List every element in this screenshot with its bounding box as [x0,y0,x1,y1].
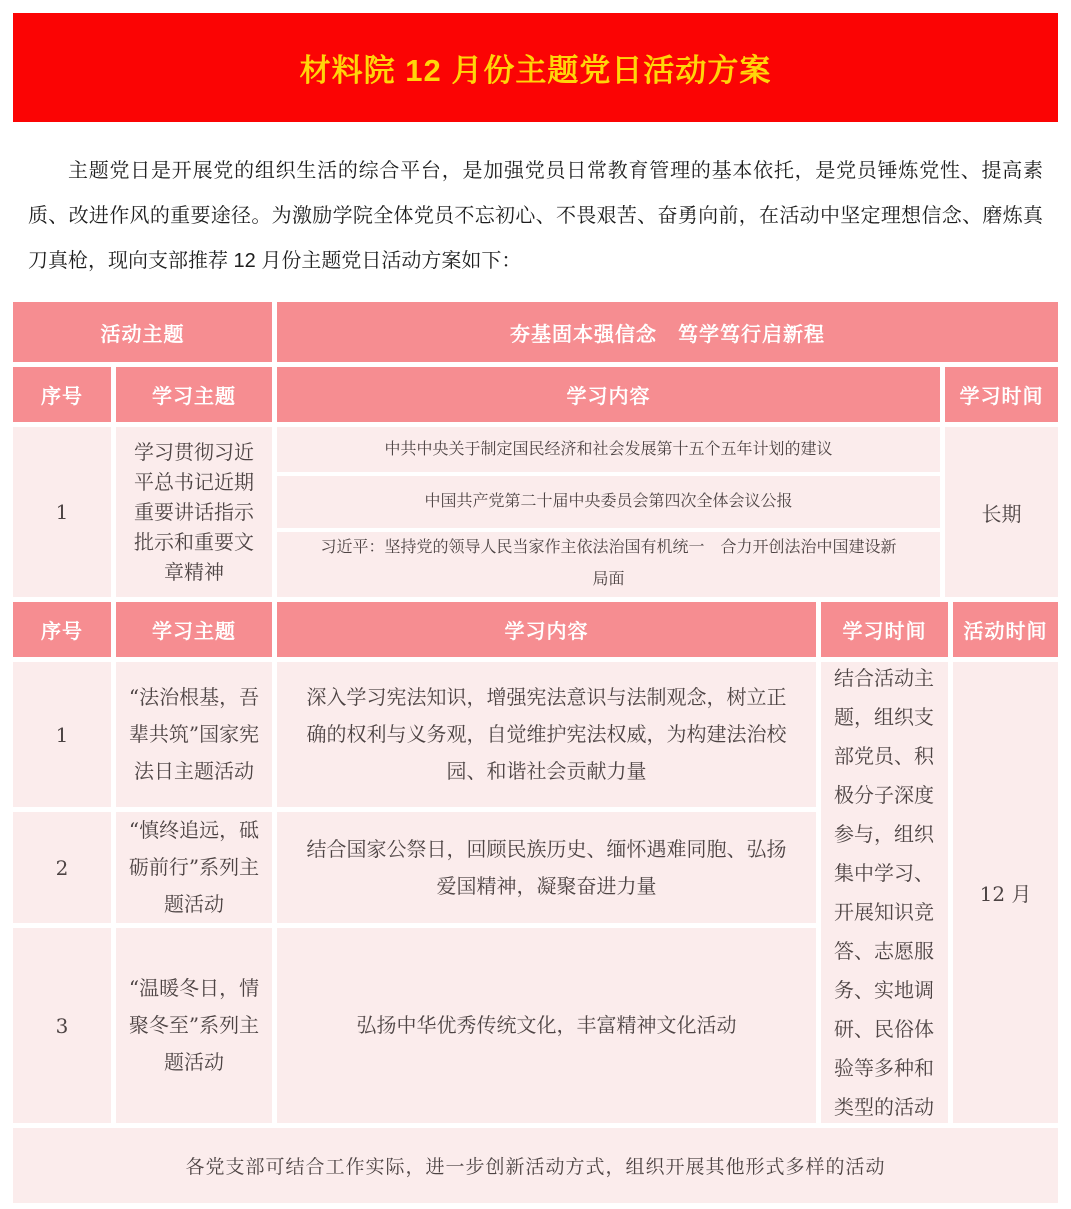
col-header-content: 学习内容 [277,367,940,422]
col-header-no: 序号 [13,602,111,657]
page-title: 材料院 12 月份主题党日活动方案 [299,53,772,88]
section1-row [13,427,1058,597]
section1-header-row [13,367,1058,422]
section1-content-item: 中国共产党第二十届中央委员会第四次全体会议公报 [277,476,940,528]
section1-no-cell: 1 [13,427,111,597]
section2-row3-no: 3 [13,928,111,1123]
col-header-study-time: 学习时间 [821,602,948,657]
section2-row1-no: 1 [13,662,111,807]
section2-row3-content: 弘扬中华优秀传统文化，丰富精神文化活动 [277,928,816,1123]
section2-row2-content: 结合国家公祭日，回顾民族历史、缅怀遇难同胞、弘扬爱国精神，凝聚奋进力量 [277,812,816,923]
intro-paragraph: 主题党日是开展党的组织生活的综合平台，是加强党员日常教育管理的基本依托，是党员锤炼党性、提高素质、改进作风的重要途径。为激励学院全体党员不忘初心、不畏艰苦、奋勇向前，在活动中坚定理想信念、磨炼真刀真枪，现向支部推荐 12 月份主题党日活动方案如下： [28,160,1043,272]
col-header-content: 学习内容 [277,602,816,657]
section1-content-item: 习近平：坚持党的领导人民当家作主依法治国有机统一 合力开创法治中国建设新局面 [277,532,940,597]
page [13,0,1058,1209]
section2-row1-content: 深入学习宪法知识，增强宪法意识与法制观念，树立正确的权利与义务观，自觉维护宪法权威，为构建法治校园、和谐社会贡献力量 [277,662,816,807]
section2-row2-no: 2 [13,812,111,923]
section1-content-cell [277,427,940,597]
title-banner [13,13,1058,122]
section2-row1-topic: “法治根基，吾辈共筑”国家宪法日主题活动 [116,662,272,807]
section2-study-time-cell: 结合活动主题，组织支部党员、积极分子深度参与，组织集中学习、开展知识竞答、志愿服务、实地调研、民俗体验等多种和类型的活动 [821,662,948,1123]
col-header-topic: 学习主题 [116,602,272,657]
theme-value-cell: 夯基固本强信念 笃学笃行启新程 [277,302,1058,362]
section2-activity-time-cell: 12 月 [953,662,1058,1123]
section2-row3-topic: “温暖冬日，情聚冬至”系列主题活动 [116,928,272,1123]
col-header-activity-time: 活动时间 [953,602,1058,657]
footer-note-cell: 各党支部可结合工作实际，进一步创新活动方式，组织开展其他形式多样的活动 [13,1128,1058,1203]
col-header-no: 序号 [13,367,111,422]
col-header-study-time: 学习时间 [945,367,1058,422]
section1-topic-cell: 学习贯彻习近平总书记近期重要讲话指示批示和重要文章精神 [116,427,272,597]
theme-header-row [13,302,1058,362]
activity-plan-table [13,302,1058,1209]
section1-time-cell: 长期 [945,427,1058,597]
section2-row2-topic: “慎终追远，砥砺前行”系列主题活动 [116,812,272,923]
section1-content-item: 中共中央关于制定国民经济和社会发展第十五个五年计划的建议 [277,427,940,472]
section2-rows [13,662,1058,1123]
theme-label-cell: 活动主题 [13,302,272,362]
col-header-topic: 学习主题 [116,367,272,422]
section2-header-row [13,602,1058,657]
